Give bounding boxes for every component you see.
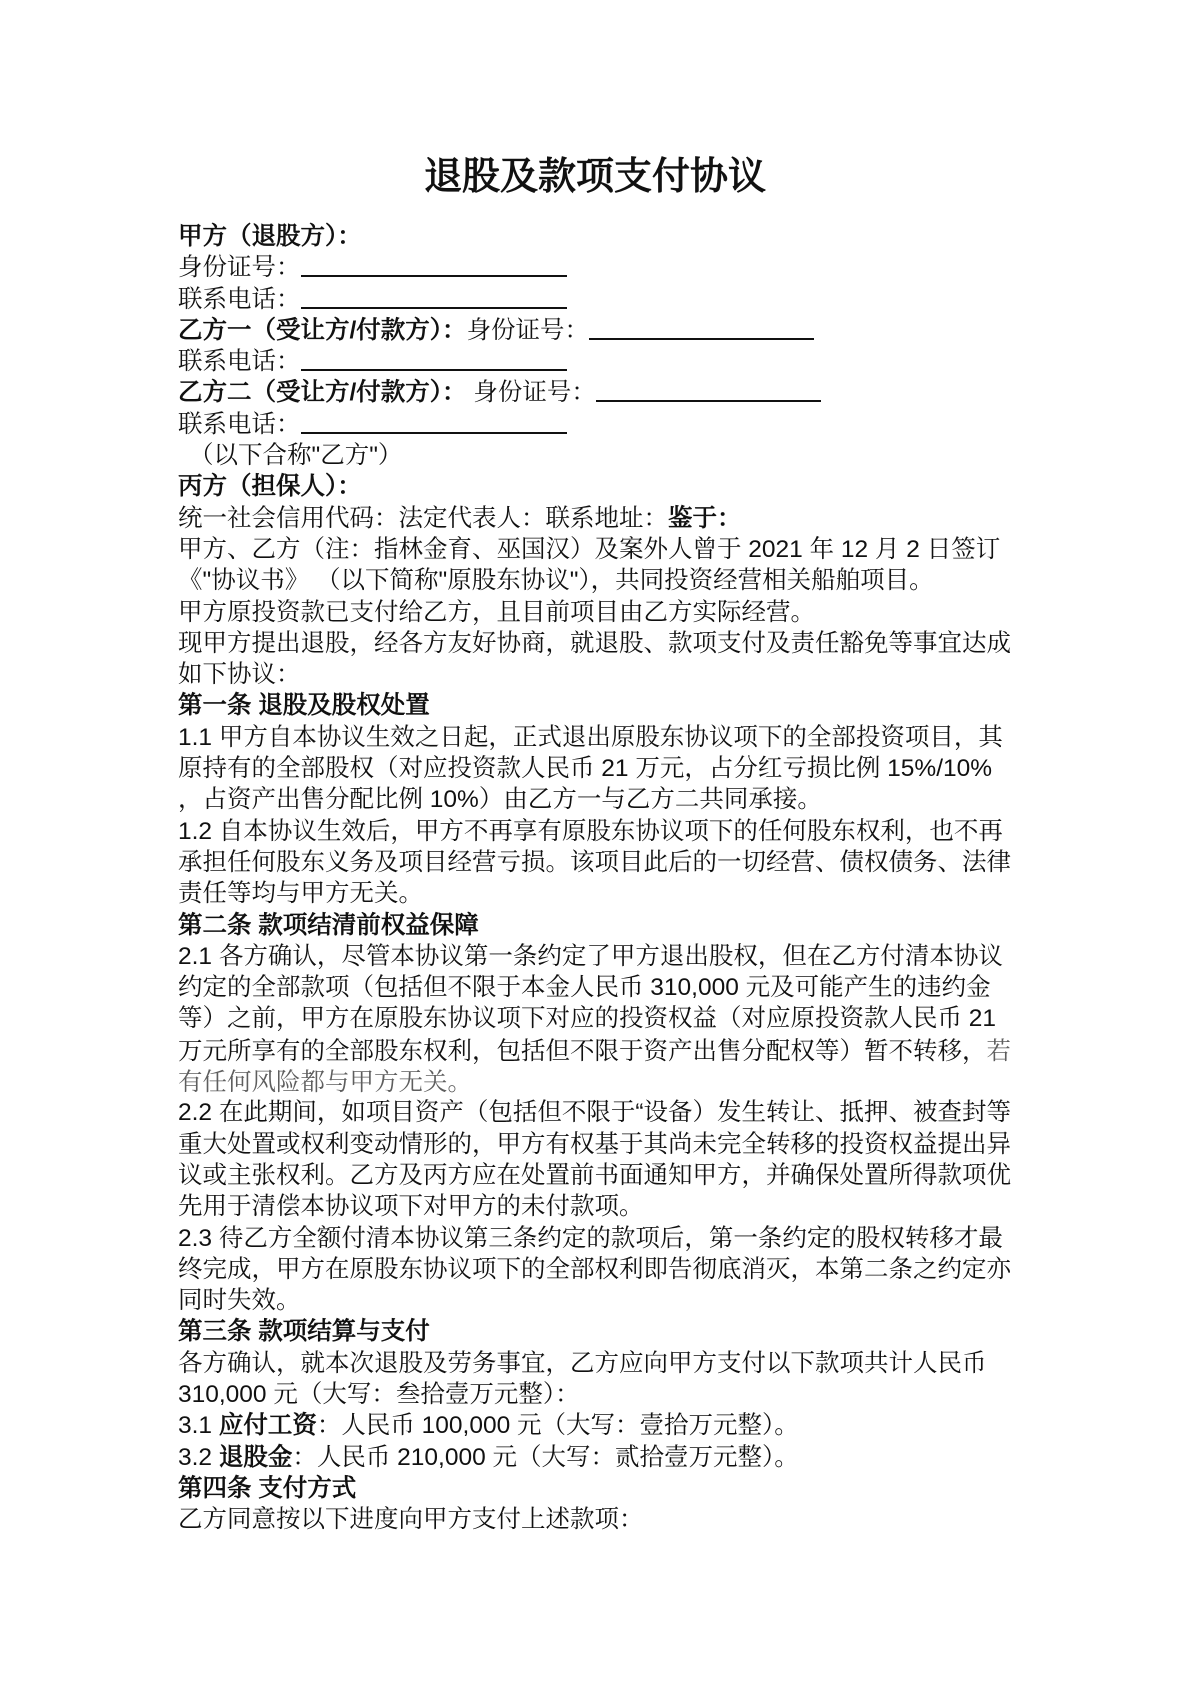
clause-1-2-line-3 — [178, 878, 1058, 909]
text-run: 丙方（担保人）： — [178, 473, 362, 501]
text-run: 鉴于： — [668, 504, 742, 532]
text-run: 第二条 款项结清前权益保障 — [178, 911, 479, 939]
clause-2-2-line-1 — [178, 1097, 1058, 1128]
text-run: 原持有的全部股权（对应投资款人民币 21 万元，占分红亏损比例 15%/10% — [178, 755, 993, 783]
fill-in-blank-underline — [301, 289, 567, 309]
clause-2-1-line-4 — [178, 1035, 1058, 1066]
clause-1-1-line-2 — [178, 753, 1058, 784]
text-run: 甲方、乙方（注：指林金育、巫国汉）及案外人曾于 2021 年 12 月 2 日签订 — [178, 535, 1001, 563]
text-run: 第四条 支付方式 — [178, 1474, 357, 1502]
clause-2-1-line-2 — [178, 972, 1058, 1003]
text-run: 议或主张权利。乙方及丙方应在处置前书面通知甲方，并确保处置所得款项优 — [178, 1161, 1011, 1189]
text-run: 3.1 — [178, 1412, 219, 1440]
clause-1-1-line-3 — [178, 784, 1058, 815]
text-run: 甲方（退股方）： — [178, 223, 362, 250]
text-run: 乙方同意按以下进度向甲方支付上述款项： — [178, 1506, 644, 1534]
section-1-heading — [178, 690, 1058, 721]
text-run: ：人民币 100,000 元（大写：壹拾万元整）。 — [316, 1412, 799, 1440]
recital-line-4 — [178, 628, 1058, 659]
text-run: 如下协议： — [178, 661, 301, 689]
text-run: 身份证号： — [178, 254, 301, 282]
text-run: ，占资产出售分配比例 10%）由乙方一与乙方二共同承接。 — [178, 786, 822, 814]
party-a-heading — [178, 221, 1058, 252]
clause-2-2-line-2 — [178, 1129, 1058, 1160]
clause-3-intro-line-1 — [178, 1348, 1058, 1379]
recital-line-5 — [178, 659, 1058, 690]
clause-1-1-line-1 — [178, 722, 1058, 753]
text-run: 现甲方提出退股，经各方友好协商，就退股、款项支付及责任豁免等事宜达成 — [178, 629, 1011, 657]
document-body — [178, 221, 1058, 1535]
text-run: 重大处置或权利变动情形的，甲方有权基于其尚未完全转移的投资权益提出异 — [178, 1130, 1011, 1158]
party-b1-heading-id-line — [178, 315, 1058, 346]
party-c-info-line — [178, 503, 1058, 534]
text-run: 万元所享有的全部股东权利，包括但不限于资产出售分配权等）暂不转移， — [178, 1037, 987, 1065]
text-run: 乙方二（受让方/付款方）： — [178, 379, 474, 407]
text-run: 约定的全部款项（包括但不限于本金人民币 310,000 元及可能产生的违约金 — [178, 974, 991, 1002]
clause-2-3-line-1 — [178, 1223, 1058, 1254]
text-run: 各方确认，就本次退股及劳务事宜，乙方应向甲方支付以下款项共计人民币 — [178, 1349, 987, 1377]
party-b2-phone-line — [178, 409, 1058, 440]
clause-3-intro-line-2 — [178, 1379, 1058, 1410]
text-run: 若 — [986, 1035, 1011, 1065]
clause-1-2-line-1 — [178, 816, 1058, 847]
text-run: ：人民币 210,000 元（大写：贰拾壹万元整）。 — [292, 1443, 799, 1471]
section-3-heading — [178, 1316, 1058, 1347]
clause-1-2-line-2 — [178, 847, 1058, 878]
text-run: 联系电话： — [178, 410, 301, 438]
clause-4-intro-line — [178, 1504, 1058, 1535]
recital-line-1 — [178, 534, 1058, 565]
clause-2-1-line-3 — [178, 1003, 1058, 1034]
fill-in-blank-underline — [589, 320, 814, 340]
text-run: 承担任何股东义务及项目经营亏损。该项目此后的一切经营、债权债务、法律 — [178, 848, 1011, 876]
text-run: 2.2 在此期间，如项目资产（包括但不限于“设备）发生转让、抵押、被查封等 — [178, 1099, 1012, 1127]
fill-in-blank-underline — [596, 382, 821, 402]
text-run: 退股金 — [218, 1443, 293, 1471]
clause-2-1-line-5 — [178, 1066, 1058, 1097]
fill-in-blank-underline — [301, 257, 567, 277]
section-4-heading — [178, 1473, 1058, 1504]
text-run: 身份证号： — [466, 316, 590, 344]
document-title: 退股及款项支付协议 — [423, 156, 766, 198]
text-run: （以下合称"乙方"） — [189, 442, 403, 470]
text-run: 第三条 款项结算与支付 — [178, 1318, 430, 1346]
text-run: 3.2 — [178, 1443, 219, 1471]
clause-3-2-line — [178, 1442, 1058, 1473]
text-run: 乙方一（受让方/付款方）： — [178, 316, 467, 344]
text-run: 1.2 自本协议生效后，甲方不再享有原股东协议项下的任何股东权利，也不再 — [178, 817, 1003, 845]
text-run: 应付工资 — [218, 1412, 317, 1440]
text-run: 有任何风险都与甲方无关。 — [178, 1067, 472, 1097]
party-c-heading — [178, 471, 1058, 502]
text-run: 联系电话： — [178, 285, 301, 313]
section-2-heading — [178, 910, 1058, 941]
text-run: 终完成，甲方在原股东协议项下的全部权利即告彻底消灭，本第二条之约定亦 — [178, 1255, 1011, 1283]
text-run: 《"协议书》 （以下简称"原股东协议"），共同投资经营相关船舶项目。 — [178, 567, 934, 595]
text-run: 第一条 退股及股权处置 — [178, 692, 430, 720]
clause-2-3-line-2 — [178, 1254, 1058, 1285]
clause-3-1-line — [178, 1410, 1058, 1441]
party-b1-phone-line — [178, 346, 1058, 377]
fill-in-blank-underline — [301, 414, 567, 434]
text-run: 同时失效。 — [178, 1287, 301, 1315]
collective-name-line — [178, 440, 1058, 471]
clause-2-3-line-3 — [178, 1285, 1058, 1316]
party-b2-heading-id-line — [178, 377, 1058, 408]
clause-2-1-line-1 — [178, 941, 1058, 972]
clause-2-2-line-4 — [178, 1191, 1058, 1222]
fill-in-blank-underline — [301, 351, 567, 371]
recital-line-3 — [178, 597, 1058, 628]
party-a-phone-line — [178, 284, 1058, 315]
text-run: 1.1 甲方自本协议生效之日起，正式退出原股东协议项下的全部投资项目，其 — [178, 723, 1003, 751]
text-run: 等）之前，甲方在原股东协议项下对应的投资权益（对应原投资款人民币 21 — [178, 1005, 997, 1033]
text-run: 2.3 待乙方全额付清本协议第三条约定的款项后，第一条约定的股权转移才最 — [178, 1224, 1003, 1252]
text-run: 310,000 元（大写：叁拾壹万元整）： — [178, 1380, 580, 1408]
clause-2-2-line-3 — [178, 1160, 1058, 1191]
recital-line-2 — [178, 565, 1058, 596]
text-run: 2.1 各方确认，尽管本协议第一条约定了甲方退出股权，但在乙方付清本协议 — [178, 942, 1003, 970]
text-run: 统一社会信用代码：法定代表人：联系地址： — [178, 504, 668, 532]
party-a-id-line — [178, 252, 1058, 283]
text-run: 责任等均与甲方无关。 — [178, 880, 423, 908]
text-run: 联系电话： — [178, 348, 301, 376]
text-run: 身份证号： — [473, 379, 596, 407]
text-run: 甲方原投资款已支付给乙方，且目前项目由乙方实际经营。 — [178, 598, 815, 626]
text-run: 先用于清偿本协议项下对甲方的未付款项。 — [178, 1193, 644, 1221]
